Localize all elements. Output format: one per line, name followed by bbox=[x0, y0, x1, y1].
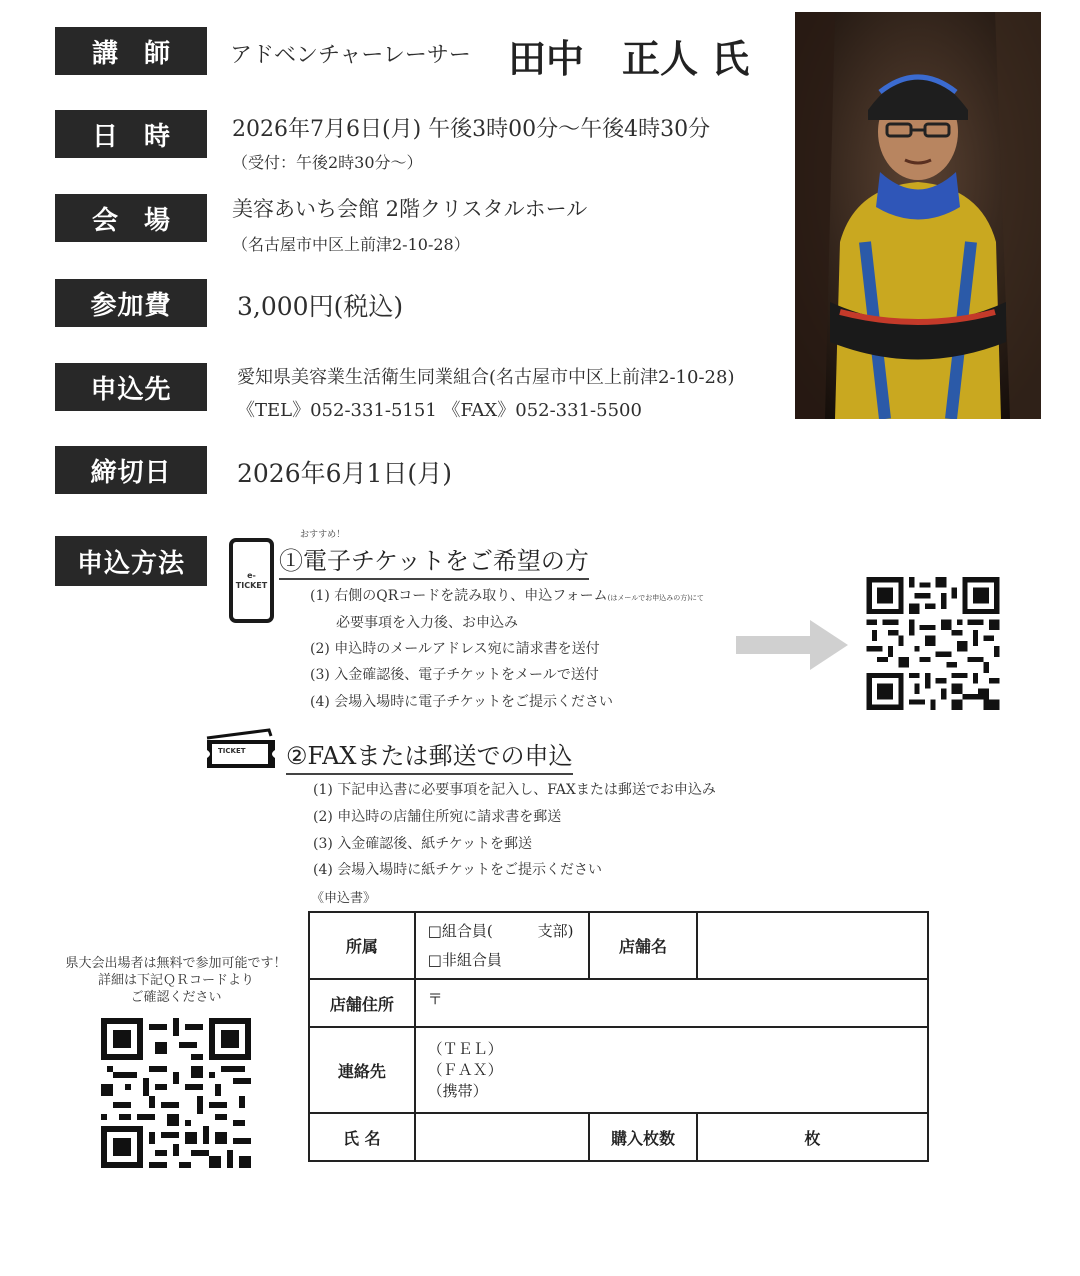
apply-to-address: 愛知県美容業生活衛生同業組合(名古屋市中区上前津2-10-28) bbox=[237, 367, 735, 388]
contact-header: 連絡先 bbox=[309, 1027, 415, 1113]
deadline-label: 締切日 bbox=[55, 446, 207, 494]
name-header: 氏 名 bbox=[309, 1113, 415, 1161]
side-note-line-3: ご確認ください bbox=[130, 990, 222, 1005]
side-note bbox=[45, 955, 307, 1006]
lecturer-portrait-illustration bbox=[795, 12, 1041, 419]
fax-step-2: (2) 申込時の店舗住所宛に請求書を郵送 bbox=[313, 809, 562, 825]
fax-step-4: (4) 会場入場時に紙チケットをご提示ください bbox=[313, 862, 603, 878]
eticket-step-3: (3) 入金確認後、電子チケットをメールで送付 bbox=[310, 667, 599, 683]
tournament-qr-code[interactable] bbox=[100, 1018, 252, 1168]
qty-unit: 枚 bbox=[697, 1113, 928, 1161]
apply-to-phone: 《TEL》052-331-5151 《FAX》052-331-5500 bbox=[237, 400, 642, 421]
application-form bbox=[308, 911, 929, 1162]
ticket-icon-label: TICKET bbox=[218, 747, 246, 755]
eticket-step-1 bbox=[310, 585, 704, 605]
eticket-title: ①電子チケットをご希望の方 bbox=[279, 541, 589, 580]
apply-to-label: 申込先 bbox=[55, 363, 207, 411]
lecturer-title: アドベンチャーレーサー bbox=[230, 43, 471, 68]
contact-mobile: （携帯） bbox=[427, 1081, 488, 1100]
datetime-main: 2026年7月6日(月) 午後3時00分～午後4時30分 bbox=[232, 117, 711, 142]
fax-title: ②FAXまたは郵送での申込 bbox=[286, 736, 573, 775]
member-checkbox[interactable]: □組合員( 支部) bbox=[427, 921, 574, 940]
deadline-value: 2026年6月1日(月) bbox=[237, 459, 452, 488]
fee-label: 参加費 bbox=[55, 279, 207, 327]
postal-mark: 〒 bbox=[427, 990, 443, 1008]
recommend-note: おすすめ！ bbox=[300, 530, 346, 540]
venue-main: 美容あいち会館 2階クリスタルホール bbox=[232, 197, 588, 221]
smartphone-icon bbox=[229, 538, 274, 623]
eticket-step-1b: 必要事項を入力後、お申込み bbox=[336, 615, 518, 631]
datetime-sub: （受付：午後2時30分～） bbox=[232, 153, 423, 172]
eticket-step-1-small: (はメールでお申込みの方)にて bbox=[607, 594, 704, 602]
store-address-header: 店舗住所 bbox=[309, 979, 415, 1027]
fee-value: 3,000円(税込) bbox=[237, 292, 404, 321]
affiliation-header: 所属 bbox=[309, 912, 415, 979]
affiliation-options bbox=[415, 912, 590, 979]
form-caption: 《申込書》 bbox=[311, 891, 377, 906]
method-label: 申込方法 bbox=[55, 536, 207, 586]
fax-step-3: (3) 入金確認後、紙チケットを郵送 bbox=[313, 836, 533, 852]
contact-fax: （ＦＡＸ） bbox=[427, 1060, 503, 1079]
qty-header: 購入枚数 bbox=[589, 1113, 697, 1161]
lecturer-photo bbox=[795, 12, 1041, 419]
arrow-right-icon bbox=[736, 620, 848, 670]
eticket-icon-label: e-TICKET bbox=[235, 570, 268, 590]
store-name-field[interactable] bbox=[697, 912, 928, 979]
contact-tel: （ＴＥＬ） bbox=[427, 1039, 503, 1058]
lecturer-name: 田中 正人 氏 bbox=[508, 36, 750, 81]
datetime-label: 日時 bbox=[55, 110, 207, 158]
store-address-field[interactable] bbox=[415, 979, 928, 1027]
side-note-line-1: 県大会出場者は無料で参加可能です！ bbox=[65, 956, 287, 971]
venue-sub: （名古屋市中区上前津2-10-28） bbox=[232, 235, 470, 254]
side-note-line-2: 詳細は下記ＱＲコードより bbox=[97, 973, 254, 988]
fax-step-1: (1) 下記申込書に必要事項を記入し、FAXまたは郵送でお申込み bbox=[313, 782, 716, 798]
eticket-step-4: (4) 会場入場時に電子チケットをご提示ください bbox=[310, 694, 614, 710]
eticket-step-1-text: (1) 右側のQRコードを読み取り、申込フォーム bbox=[310, 588, 608, 604]
non-member-checkbox[interactable]: □非組合員 bbox=[427, 950, 502, 969]
lecturer-label: 講師 bbox=[55, 27, 207, 75]
store-name-header: 店舗名 bbox=[589, 912, 697, 979]
eticket-qr-code[interactable] bbox=[865, 577, 1001, 710]
name-field[interactable] bbox=[415, 1113, 590, 1161]
eticket-step-2: (2) 申込時のメールアドレス宛に請求書を送付 bbox=[310, 641, 600, 657]
venue-label: 会場 bbox=[55, 194, 207, 242]
contact-field[interactable] bbox=[415, 1027, 928, 1113]
